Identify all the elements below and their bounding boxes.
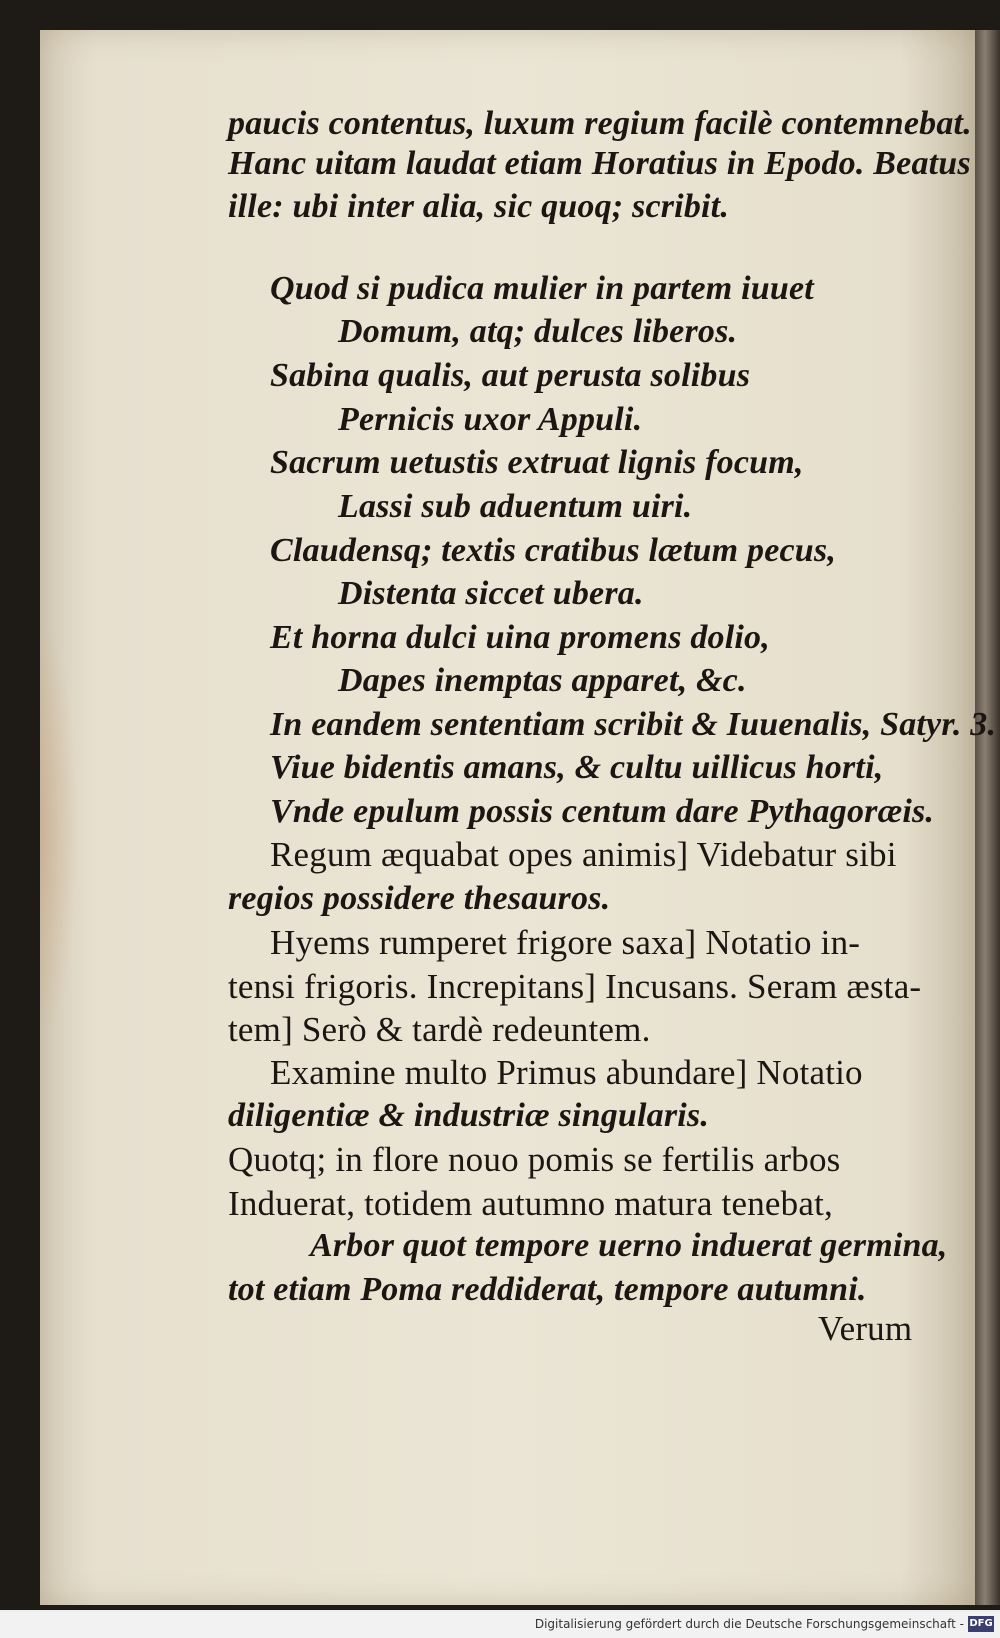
verse-line-9: Et horna dulci uina promens dolio, (270, 619, 770, 656)
text-line-arbor: Arbor quot tempore uerno induerat germina, (310, 1227, 948, 1264)
text-line-diligentiae: diligentiæ & industriæ singularis. (228, 1097, 710, 1134)
text-line-tem: tem] Serò & tardè redeuntem. (228, 1010, 651, 1049)
verse-line-10: Dapes inemptas apparet, &c. (338, 662, 747, 699)
text-line-induerat: Induerat, totidem autumno matura tenebat, (228, 1184, 833, 1223)
verse-line-4: Pernicis uxor Appuli. (338, 401, 643, 438)
verse-line-12: Vnde epulum possis centum dare Pythagoræis. (270, 793, 935, 830)
text-line-regios: regios possidere thesauros. (228, 880, 611, 917)
text-line-tot: tot etiam Poma reddiderat, tempore autumni. (228, 1271, 867, 1308)
dfg-logo: DFG (968, 1616, 994, 1632)
verse-line-11: Viue bidentis amans, & cultu uillicus horti, (270, 749, 884, 786)
verse-line-8: Distenta siccet ubera. (338, 575, 644, 612)
text-line-juvenal: In eandem sententiam scribit & Iuuenalis, Satyr. 3. (270, 706, 997, 743)
funding-note: Digitalisierung gefördert durch die Deutsche Forschungsgemeinschaft - (534, 1617, 964, 1631)
text-line-examine: Examine multo Primus abundare] Notatio (270, 1053, 863, 1092)
text-line-2: Hanc uitam laudat etiam Horatius in Epodo. Beatus (228, 145, 971, 182)
verse-line-7: Claudensq; textis cratibus lætum pecus, (270, 532, 837, 569)
text-line-hyems: Hyems rumperet frigore saxa] Notatio in- (270, 923, 861, 962)
verse-line-2: Domum, atq; dulces liberos. (338, 313, 738, 350)
text-line-tensi: tensi frigoris. Increpitans] Incusans. Seram æsta- (228, 967, 922, 1006)
verse-line-6: Lassi sub aduentum uiri. (338, 488, 693, 525)
verse-line-1: Quod si pudica mulier in partem iuuet (270, 270, 814, 307)
footer-bar (0, 1612, 1000, 1638)
catchword: Verum (818, 1309, 913, 1348)
paper-stain (40, 620, 80, 1040)
text-line-3: ille: ubi inter alia, sic quoq; scribit. (228, 188, 730, 225)
verse-line-3: Sabina qualis, aut perusta solibus (270, 357, 751, 394)
text-line-quotq: Quotq; in flore nouo pomis se fertilis arbos (228, 1140, 841, 1179)
text-line-regum: Regum æquabat opes animis] Videbatur sibi (270, 835, 897, 874)
text-line-1: paucis contentus, luxum regium facilè contemnebat. (228, 105, 972, 142)
verse-line-5: Sacrum uetustis extruat lignis focum, (270, 444, 804, 481)
page-edge (975, 30, 1000, 1605)
